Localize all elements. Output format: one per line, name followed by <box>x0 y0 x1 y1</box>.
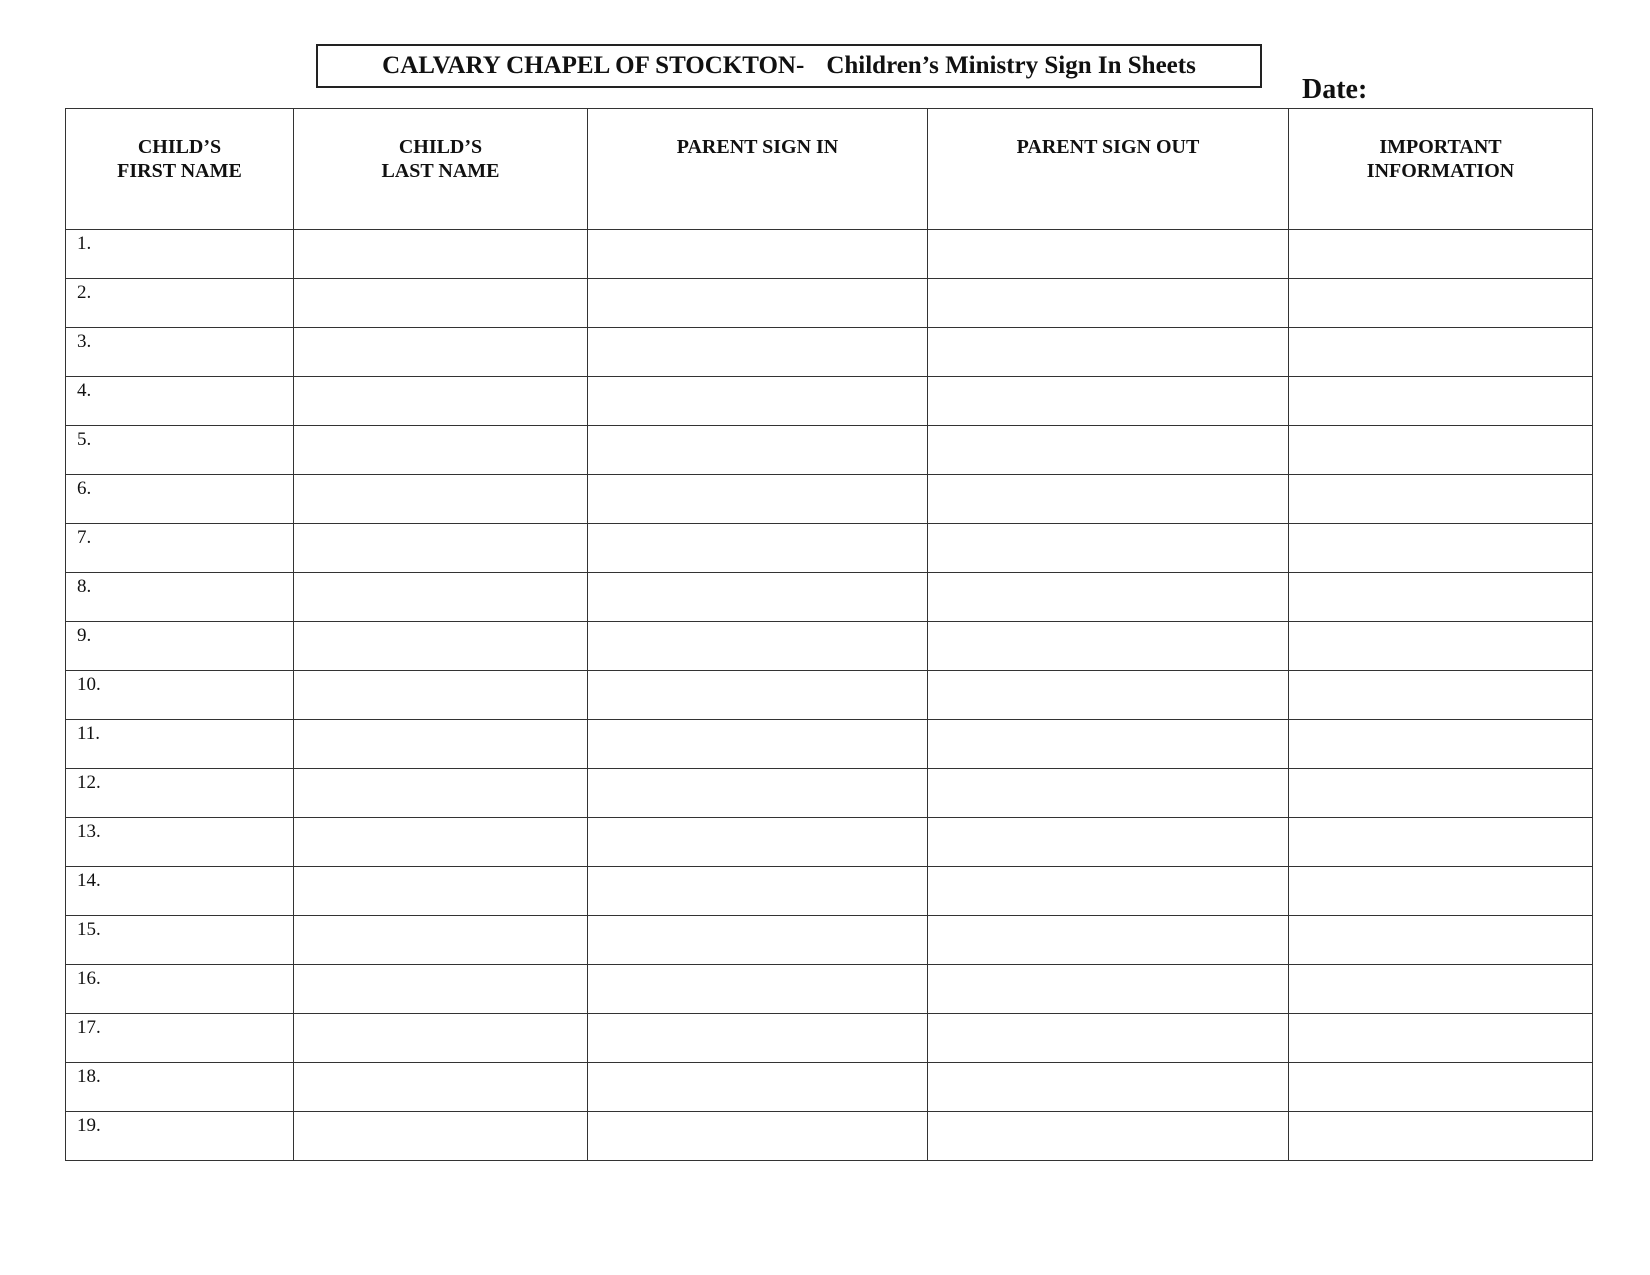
parent-sign-in-cell[interactable] <box>588 524 928 573</box>
row-number: 10. <box>77 674 101 695</box>
last-name-cell[interactable] <box>294 622 588 671</box>
header-parent-sign-out <box>928 109 1289 230</box>
first-name-cell[interactable] <box>66 426 294 475</box>
first-name-cell[interactable] <box>66 818 294 867</box>
table-row <box>66 426 1593 475</box>
first-name-cell[interactable] <box>66 279 294 328</box>
parent-sign-out-cell[interactable] <box>928 279 1289 328</box>
last-name-cell[interactable] <box>294 230 588 279</box>
important-information-cell[interactable] <box>1289 573 1593 622</box>
first-name-cell[interactable] <box>66 965 294 1014</box>
important-information-cell[interactable] <box>1289 671 1593 720</box>
important-information-cell[interactable] <box>1289 1112 1593 1161</box>
important-information-cell[interactable] <box>1289 818 1593 867</box>
last-name-cell[interactable] <box>294 279 588 328</box>
table-row <box>66 818 1593 867</box>
important-information-cell[interactable] <box>1289 475 1593 524</box>
parent-sign-in-cell[interactable] <box>588 965 928 1014</box>
table-row <box>66 916 1593 965</box>
last-name-cell[interactable] <box>294 916 588 965</box>
row-number: 15. <box>77 919 101 940</box>
row-number: 18. <box>77 1066 101 1087</box>
parent-sign-in-cell[interactable] <box>588 426 928 475</box>
first-name-cell[interactable] <box>66 524 294 573</box>
date-label: Date: <box>1302 74 1368 105</box>
row-number: 2. <box>77 282 92 303</box>
important-information-cell[interactable] <box>1289 1014 1593 1063</box>
last-name-cell[interactable] <box>294 377 588 426</box>
parent-sign-out-cell[interactable] <box>928 622 1289 671</box>
first-name-cell[interactable] <box>66 769 294 818</box>
important-information-cell[interactable] <box>1289 328 1593 377</box>
row-number: 11. <box>77 723 101 744</box>
first-name-cell[interactable] <box>66 671 294 720</box>
parent-sign-out-cell[interactable] <box>928 671 1289 720</box>
last-name-cell[interactable] <box>294 720 588 769</box>
header-last-name <box>294 109 588 230</box>
sign-in-table <box>65 108 1593 1161</box>
row-number: 16. <box>77 968 101 989</box>
parent-sign-out-cell[interactable] <box>928 377 1289 426</box>
row-number: 8. <box>77 576 92 597</box>
important-information-cell[interactable] <box>1289 1063 1593 1112</box>
first-name-cell[interactable] <box>66 377 294 426</box>
parent-sign-in-cell[interactable] <box>588 916 928 965</box>
parent-sign-in-cell[interactable] <box>588 622 928 671</box>
important-information-cell[interactable] <box>1289 916 1593 965</box>
last-name-cell[interactable] <box>294 524 588 573</box>
table-row <box>66 1112 1593 1161</box>
row-number: 1. <box>77 233 92 254</box>
last-name-cell[interactable] <box>294 475 588 524</box>
important-information-cell[interactable] <box>1289 867 1593 916</box>
table-row <box>66 867 1593 916</box>
parent-sign-out-cell[interactable] <box>928 769 1289 818</box>
parent-sign-out-cell[interactable] <box>928 720 1289 769</box>
last-name-cell[interactable] <box>294 1014 588 1063</box>
parent-sign-out-cell[interactable] <box>928 1112 1289 1161</box>
header-first-name <box>66 109 294 230</box>
table-row <box>66 377 1593 426</box>
parent-sign-in-cell[interactable] <box>588 475 928 524</box>
important-information-cell[interactable] <box>1289 230 1593 279</box>
table-row <box>66 328 1593 377</box>
last-name-cell[interactable] <box>294 426 588 475</box>
parent-sign-out-cell[interactable] <box>928 1014 1289 1063</box>
sign-in-rows <box>66 230 1593 1161</box>
table-row <box>66 1063 1593 1112</box>
parent-sign-in-cell[interactable] <box>588 1063 928 1112</box>
parent-sign-in-cell[interactable] <box>588 279 928 328</box>
parent-sign-out-cell[interactable] <box>928 426 1289 475</box>
first-name-cell[interactable] <box>66 720 294 769</box>
last-name-cell[interactable] <box>294 769 588 818</box>
header-line: CHILD’S <box>137 136 222 158</box>
parent-sign-in-cell[interactable] <box>588 671 928 720</box>
important-information-cell[interactable] <box>1289 377 1593 426</box>
title-sheet-name: Children’s Ministry Sign In Sheets <box>826 52 1196 79</box>
parent-sign-out-cell[interactable] <box>928 867 1289 916</box>
important-information-cell[interactable] <box>1289 769 1593 818</box>
header-row <box>66 109 1593 230</box>
last-name-cell[interactable] <box>294 1112 588 1161</box>
first-name-cell[interactable] <box>66 1063 294 1112</box>
last-name-cell[interactable] <box>294 573 588 622</box>
parent-sign-in-cell[interactable] <box>588 230 928 279</box>
row-number: 3. <box>77 331 92 352</box>
header-important-information <box>1289 109 1593 230</box>
important-information-cell[interactable] <box>1289 279 1593 328</box>
parent-sign-in-cell[interactable] <box>588 1014 928 1063</box>
table-row <box>66 622 1593 671</box>
parent-sign-out-cell[interactable] <box>928 1063 1289 1112</box>
important-information-cell[interactable] <box>1289 524 1593 573</box>
parent-sign-in-cell[interactable] <box>588 328 928 377</box>
first-name-cell[interactable] <box>66 1112 294 1161</box>
row-number: 9. <box>77 625 92 646</box>
first-name-cell[interactable] <box>66 867 294 916</box>
important-information-cell[interactable] <box>1289 965 1593 1014</box>
parent-sign-out-cell[interactable] <box>928 916 1289 965</box>
table-row <box>66 230 1593 279</box>
row-number: 12. <box>77 772 101 793</box>
important-information-cell[interactable] <box>1289 720 1593 769</box>
header-line: CHILD’S <box>398 136 483 158</box>
title-church-name: CALVARY CHAPEL OF STOCKTON- <box>382 52 805 79</box>
table-row <box>66 475 1593 524</box>
header-line: PARENT SIGN OUT <box>1016 136 1200 158</box>
row-number: 13. <box>77 821 101 842</box>
header-line: IMPORTANT <box>1379 136 1502 158</box>
last-name-cell[interactable] <box>294 328 588 377</box>
table-row <box>66 769 1593 818</box>
parent-sign-in-cell[interactable] <box>588 720 928 769</box>
table-row <box>66 965 1593 1014</box>
parent-sign-out-cell[interactable] <box>928 230 1289 279</box>
table-row <box>66 720 1593 769</box>
header-parent-sign-in <box>588 109 928 230</box>
row-number: 4. <box>77 380 92 401</box>
last-name-cell[interactable] <box>294 1063 588 1112</box>
header-line: PARENT SIGN IN <box>676 136 839 158</box>
row-number: 19. <box>77 1115 101 1136</box>
first-name-cell[interactable] <box>66 916 294 965</box>
parent-sign-out-cell[interactable] <box>928 818 1289 867</box>
last-name-cell[interactable] <box>294 965 588 1014</box>
parent-sign-out-cell[interactable] <box>928 328 1289 377</box>
table-row <box>66 671 1593 720</box>
parent-sign-in-cell[interactable] <box>588 377 928 426</box>
first-name-cell[interactable] <box>66 622 294 671</box>
first-name-cell[interactable] <box>66 328 294 377</box>
parent-sign-in-cell[interactable] <box>588 867 928 916</box>
header-line: FIRST NAME <box>117 160 242 182</box>
first-name-cell[interactable] <box>66 230 294 279</box>
header-line: INFORMATION <box>1366 160 1515 182</box>
parent-sign-in-cell[interactable] <box>588 818 928 867</box>
first-name-cell[interactable] <box>66 1014 294 1063</box>
row-number: 6. <box>77 478 92 499</box>
parent-sign-in-cell[interactable] <box>588 573 928 622</box>
row-number: 5. <box>77 429 92 450</box>
table-row <box>66 279 1593 328</box>
header-line: LAST NAME <box>381 160 500 182</box>
parent-sign-out-cell[interactable] <box>928 475 1289 524</box>
parent-sign-in-cell[interactable] <box>588 769 928 818</box>
last-name-cell[interactable] <box>294 818 588 867</box>
last-name-cell[interactable] <box>294 867 588 916</box>
row-number: 17. <box>77 1017 101 1038</box>
parent-sign-out-cell[interactable] <box>928 524 1289 573</box>
important-information-cell[interactable] <box>1289 426 1593 475</box>
parent-sign-out-cell[interactable] <box>928 965 1289 1014</box>
sheet-title <box>316 44 1262 88</box>
last-name-cell[interactable] <box>294 671 588 720</box>
table-row <box>66 1014 1593 1063</box>
first-name-cell[interactable] <box>66 573 294 622</box>
row-number: 14. <box>77 870 101 891</box>
table-row <box>66 524 1593 573</box>
row-number: 7. <box>77 527 92 548</box>
first-name-cell[interactable] <box>66 475 294 524</box>
important-information-cell[interactable] <box>1289 622 1593 671</box>
parent-sign-out-cell[interactable] <box>928 573 1289 622</box>
parent-sign-in-cell[interactable] <box>588 1112 928 1161</box>
table-row <box>66 573 1593 622</box>
